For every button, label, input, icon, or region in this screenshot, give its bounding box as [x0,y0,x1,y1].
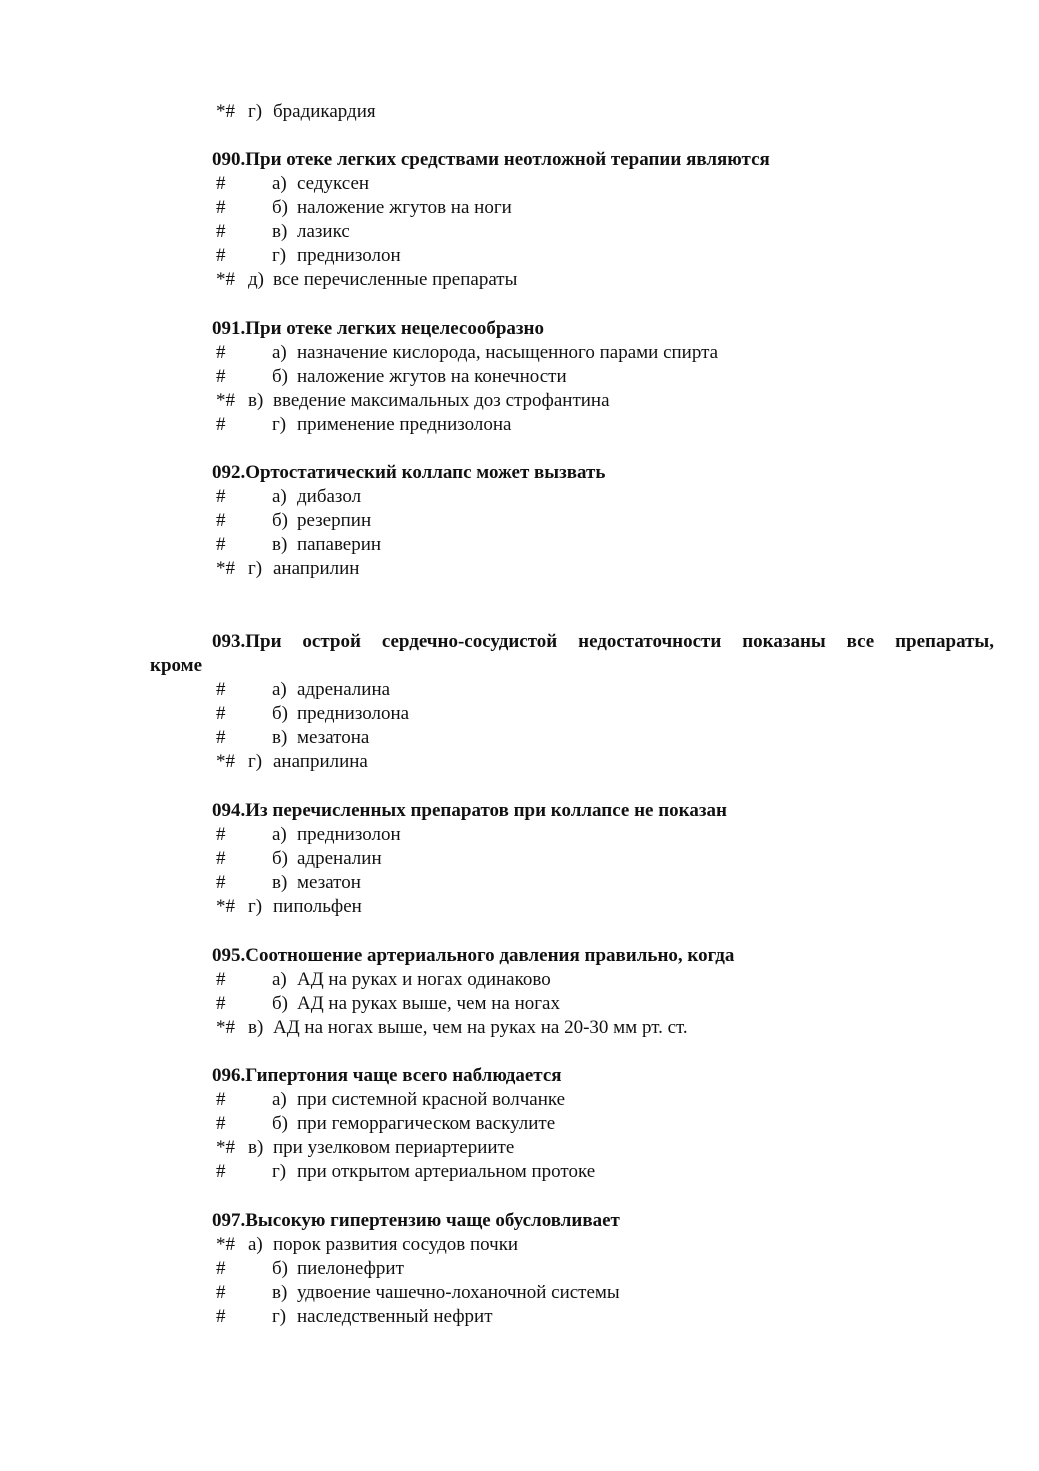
answer-option [0,1088,1039,1112]
answer-option [0,1281,1039,1305]
answer-option-correct [0,100,1039,124]
answer-text: наследственный нефрит [297,1306,493,1327]
answer-text: седуксен [297,173,370,194]
answer-letter: д) [248,269,264,290]
answer-option-correct [0,389,1039,413]
answer-text: наложение жгутов на ноги [297,197,512,218]
answer-letter: г) [272,414,287,435]
answer-option-correct [0,1233,1039,1257]
answer-marker: # [216,1113,226,1134]
answer-option-correct [0,895,1039,919]
correct-answer-marker: *# [216,1137,235,1158]
answer-text: резерпин [297,510,372,531]
answer-letter: в) [272,727,288,748]
answer-option [0,871,1039,895]
answer-text: папаверин [297,534,382,555]
correct-answer-marker: *# [216,1017,235,1038]
correct-answer-marker: *# [216,558,235,579]
answer-text: преднизолон [297,245,401,266]
answer-letter: а) [272,173,287,194]
correct-answer-marker: *# [216,269,235,290]
question-title-continuation: кроме [150,655,203,676]
answer-letter: б) [272,1258,288,1279]
answer-text: преднизолона [297,703,410,724]
answer-letter: б) [272,366,288,387]
answer-letter: г) [272,245,287,266]
answer-letter: г) [272,1306,287,1327]
answer-text: назначение кислорода, насыщенного парами спирта [297,342,719,363]
answer-marker: # [216,366,226,387]
answer-letter: г) [248,101,263,122]
answer-text: мезатон [297,872,361,893]
answer-option [0,413,1039,437]
answer-letter: б) [272,993,288,1014]
answer-marker: # [216,486,226,507]
answer-option [0,172,1039,196]
answer-letter: г) [248,896,263,917]
answer-option [0,847,1039,871]
answer-letter: а) [248,1234,263,1255]
correct-answer-marker: *# [216,1234,235,1255]
answer-text: введение максимальных доз строфантина [273,390,610,411]
answer-letter: в) [248,1137,264,1158]
question-title: 090.При отеке легких средствами неотложной терапии являются [212,149,770,170]
answer-marker: # [216,1282,226,1303]
answer-text: адреналина [297,679,391,700]
answer-marker: # [216,197,226,218]
answer-marker: # [216,534,226,555]
answer-text: адреналин [297,848,382,869]
answer-letter: а) [272,824,287,845]
answer-marker: # [216,1306,226,1327]
answer-option [0,220,1039,244]
answer-text: при системной красной волчанке [297,1089,566,1110]
answer-option [0,509,1039,533]
answer-letter: б) [272,197,288,218]
answer-text: применение преднизолона [297,414,512,435]
question-title: 094.Из перечисленных препаратов при коллапсе не показан [212,800,727,821]
question-title: 097.Высокую гипертензию чаще обусловливает [212,1210,620,1231]
answer-marker: # [216,245,226,266]
answer-marker: # [216,1161,226,1182]
answer-letter: в) [272,1282,288,1303]
answer-marker: # [216,510,226,531]
answer-marker: # [216,703,226,724]
answer-letter: б) [272,1113,288,1134]
answer-letter: в) [272,534,288,555]
question-title: 093.При острой сердечно-сосудистой недостаточности показаны все препараты, [212,631,994,652]
answer-option [0,726,1039,750]
answer-text: при узелковом периартериите [273,1137,515,1158]
answer-text: удвоение чашечно-лоханочной системы [297,1282,620,1303]
answer-option [0,1305,1039,1329]
correct-answer-marker: *# [216,751,235,772]
answer-letter: г) [248,751,263,772]
answer-marker: # [216,993,226,1014]
answer-option-correct [0,1016,1039,1040]
answer-marker: # [216,679,226,700]
answer-letter: в) [272,221,288,242]
answer-marker: # [216,173,226,194]
question-title: 092.Ортостатический коллапс может вызвать [212,462,606,483]
answer-option [0,1257,1039,1281]
answer-letter: а) [272,969,287,990]
answer-option [0,1112,1039,1136]
answer-text: анаприлин [273,558,360,579]
answer-letter: а) [272,486,287,507]
answer-marker: # [216,342,226,363]
answer-marker: # [216,414,226,435]
answer-option [0,992,1039,1016]
answer-option [0,702,1039,726]
answer-marker: # [216,824,226,845]
answer-option [0,968,1039,992]
answer-marker: # [216,1258,226,1279]
answer-option-correct [0,557,1039,581]
answer-option [0,533,1039,557]
answer-text: анаприлина [273,751,368,772]
answer-option [0,196,1039,220]
answer-letter: в) [248,390,264,411]
question-title: 095.Соотношение артериального давления правильно, когда [212,945,735,966]
answer-text: при открытом артериальном протоке [297,1161,596,1182]
answer-option [0,341,1039,365]
answer-text: все перечисленные препараты [273,269,518,290]
correct-answer-marker: *# [216,390,235,411]
answer-text: дибазол [297,486,362,507]
answer-letter: а) [272,1089,287,1110]
answer-marker: # [216,727,226,748]
answer-letter: а) [272,679,287,700]
answer-marker: # [216,848,226,869]
answer-option [0,823,1039,847]
answer-letter: б) [272,703,288,724]
answer-text: брадикардия [273,101,376,122]
answer-text: пиелонефрит [297,1258,404,1279]
answer-text: мезатона [297,727,370,748]
answer-option [0,1160,1039,1184]
answer-letter: г) [248,558,263,579]
answer-text: преднизолон [297,824,401,845]
answer-marker: # [216,221,226,242]
question-title: 096.Гипертония чаще всего наблюдается [212,1065,562,1086]
answer-text: АД на руках и ногах одинаково [297,969,551,990]
correct-answer-marker: *# [216,896,235,917]
answer-option [0,678,1039,702]
answer-option-correct [0,750,1039,774]
answer-marker: # [216,872,226,893]
answer-letter: а) [272,342,287,363]
answer-option-correct [0,1136,1039,1160]
answer-text: порок развития сосудов почки [273,1234,519,1255]
answer-text: пипольфен [273,896,362,917]
answer-letter: в) [248,1017,264,1038]
answer-text: АД на ногах выше, чем на руках на 20-30 мм рт. ст. [273,1017,688,1038]
answer-letter: г) [272,1161,287,1182]
answer-text: при геморрагическом васкулите [297,1113,556,1134]
question-title: 091.При отеке легких нецелесообразно [212,318,544,339]
answer-marker: # [216,969,226,990]
answer-option [0,244,1039,268]
answer-option [0,365,1039,389]
answer-marker: # [216,1089,226,1110]
answer-letter: б) [272,848,288,869]
answer-option [0,485,1039,509]
answer-text: АД на руках выше, чем на ногах [297,993,560,1014]
answer-letter: б) [272,510,288,531]
answer-text: лазикс [297,221,350,242]
answer-text: наложение жгутов на конечности [297,366,567,387]
correct-answer-marker: *# [216,101,235,122]
answer-letter: в) [272,872,288,893]
answer-option-correct [0,268,1039,292]
